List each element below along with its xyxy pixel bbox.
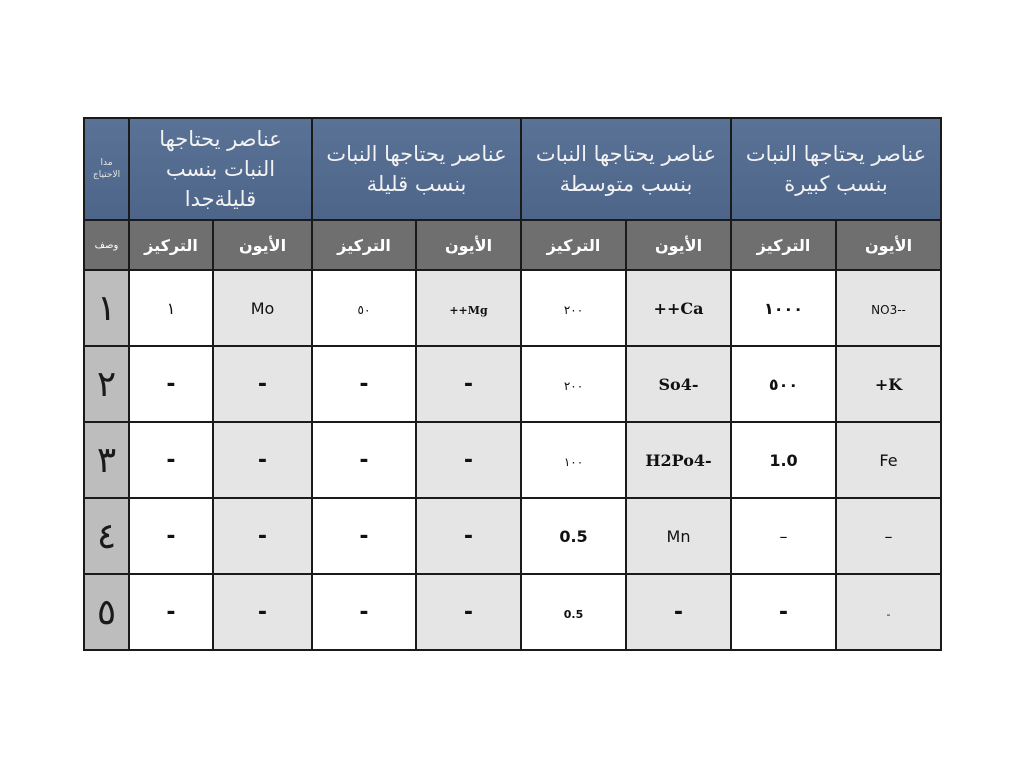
conc-header: التركيز <box>312 220 416 270</box>
medium-conc: ١٠٠ <box>563 454 584 469</box>
large-conc: ١٠٠٠ <box>763 298 804 318</box>
small-ion: - <box>463 523 474 549</box>
ion-header: الأيون <box>626 220 731 270</box>
medium-ion: H2Po4- <box>645 450 712 470</box>
large-ion: NO3-- <box>871 302 906 317</box>
medium-conc: 0.5 <box>563 607 584 621</box>
small-conc: - <box>359 447 369 473</box>
small-ion: - <box>463 371 474 397</box>
conc-header: التركيز <box>521 220 626 270</box>
very-small-conc: ١ <box>166 298 176 318</box>
medium-conc: 0.5 <box>559 526 588 546</box>
very-small-ion: - <box>257 523 268 549</box>
medium-conc: ٢٠٠ <box>563 378 584 393</box>
group-very-small: عناصر يحتاجها النبات بنسب قليلةجدا <box>129 118 312 220</box>
small-ion: ++Mg <box>449 303 488 317</box>
very-small-ion: - <box>257 447 268 473</box>
large-conc: - <box>778 599 789 625</box>
very-small-conc: - <box>166 371 176 397</box>
table-row <box>84 574 941 650</box>
table-row <box>84 422 941 498</box>
ion-header: الأيون <box>213 220 312 270</box>
group-large: عناصر يحتاجها النبات بنسب كبيرة <box>731 118 941 220</box>
conc-header: التركيز <box>129 220 213 270</box>
small-conc: ٥٠ <box>357 302 371 317</box>
row-number: ٣ <box>84 422 129 498</box>
conc-header: التركيز <box>731 220 836 270</box>
large-conc: ٥٠٠ <box>768 374 799 394</box>
corner-description: وصف <box>84 220 129 270</box>
very-small-conc: - <box>166 447 176 473</box>
row-number: ٤ <box>84 498 129 574</box>
table-row <box>84 346 941 422</box>
large-ion: - <box>886 607 891 621</box>
table-row <box>84 270 941 346</box>
medium-ion: So4- <box>658 374 699 394</box>
medium-conc: ٢٠٠ <box>563 302 584 317</box>
very-small-ion: Mo <box>250 298 275 318</box>
small-conc: - <box>359 599 369 625</box>
very-small-ion: - <box>257 371 268 397</box>
group-header-row <box>84 118 941 220</box>
small-conc: - <box>359 371 369 397</box>
very-small-conc: - <box>166 599 176 625</box>
sub-header-row <box>84 220 941 270</box>
row-number: ٥ <box>84 574 129 650</box>
very-small-ion: - <box>257 599 268 625</box>
large-ion: Fe <box>879 450 898 470</box>
large-ion: – <box>884 526 893 546</box>
medium-ion: ++Ca <box>653 298 704 318</box>
group-small: عناصر يحتاجها النبات بنسب قليلة <box>312 118 521 220</box>
small-ion: - <box>463 447 474 473</box>
table-row <box>84 498 941 574</box>
large-ion: +K <box>874 374 903 394</box>
group-medium: عناصر يحتاجها النبات بنسب متوسطة <box>521 118 731 220</box>
nutrients-table <box>83 117 942 651</box>
small-ion: - <box>463 599 474 625</box>
medium-ion: Mn <box>666 526 691 546</box>
very-small-conc: - <box>166 523 176 549</box>
corner-need-range: مدا الاحتياج <box>84 118 129 220</box>
small-conc: - <box>359 523 369 549</box>
large-conc: 1.0 <box>769 450 798 470</box>
medium-ion: - <box>673 599 684 625</box>
row-number: ١ <box>84 270 129 346</box>
row-number: ٢ <box>84 346 129 422</box>
ion-header: الأيون <box>836 220 941 270</box>
ion-header: الأيون <box>416 220 521 270</box>
large-conc: – <box>779 526 788 546</box>
